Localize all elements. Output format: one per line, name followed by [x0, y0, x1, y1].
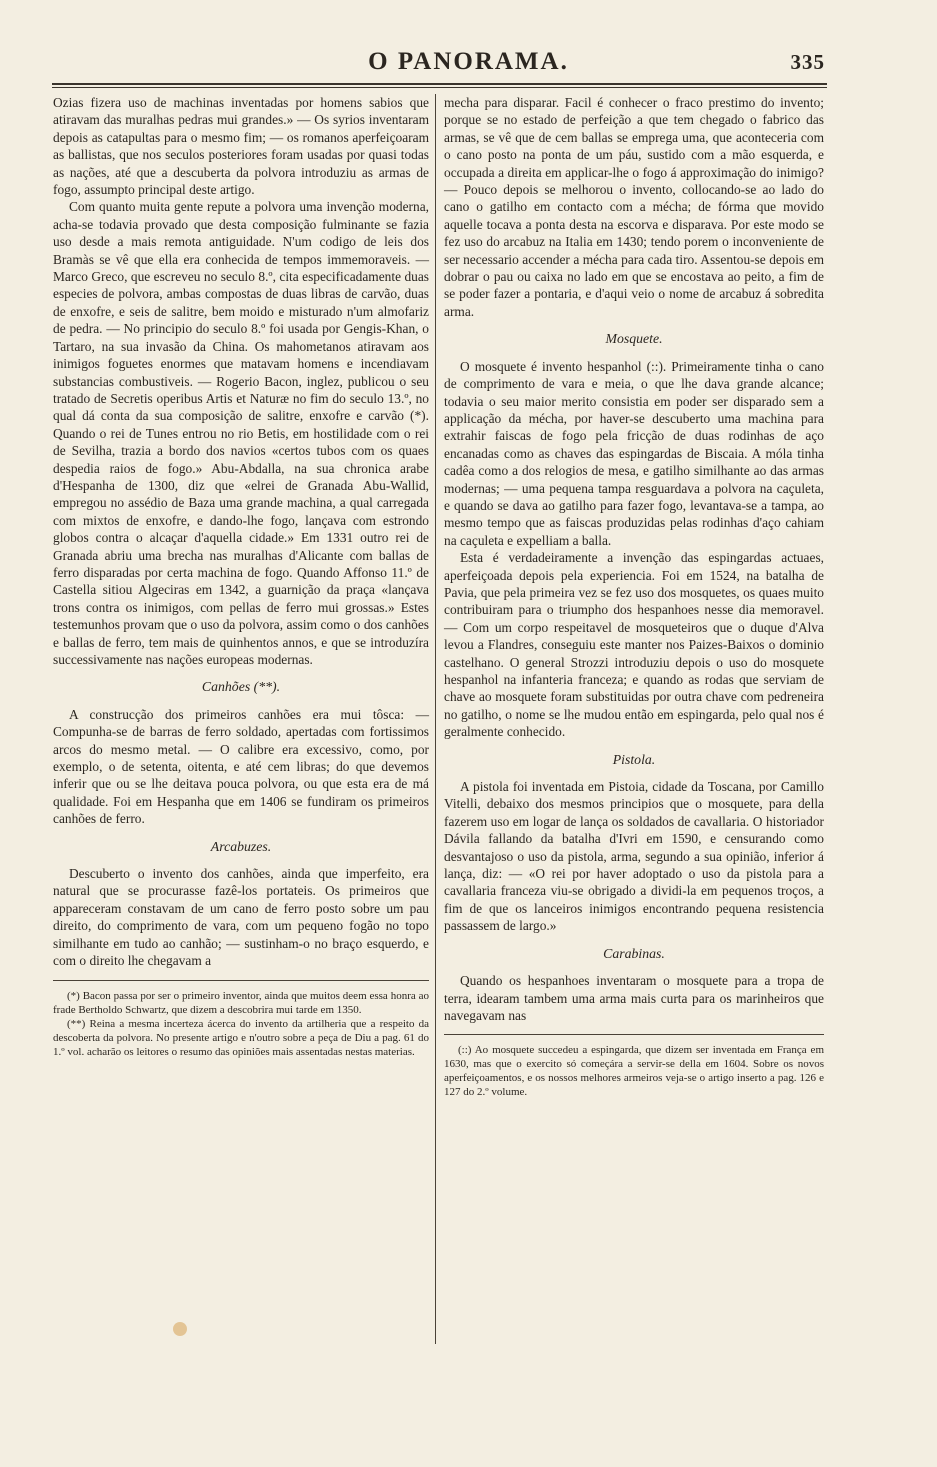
- section-heading: Carabinas.: [603, 945, 665, 961]
- right-column: [444, 94, 824, 1099]
- journal-title: O PANORAMA.: [368, 48, 569, 75]
- paragraph: Quando os hespanhoes inventaram o mosquete para a tropa de terra, idearam tambem uma arma mais curta para os marinheiros que navegavam nas: [444, 973, 824, 1023]
- paragraph: Descuberto o invento dos canhões, ainda que imperfeito, era natural que se procurasse fazê-los portateis. Os primeiros que appareceram constavam de um cano de ferro posto sobre um pau direito, do comprimento de vara, com um pequeno fogão no topo similhante em tudo ao canhão; — sustinham-o no braço esquerdo, e com o direito lhe chegavam a: [53, 866, 429, 969]
- paragraph: Com quanto muita gente repute a polvora uma invenção moderna, acha-se todavia provado que desta composição fulminante se fazia uso desde a mais remota antiguidade. N'um codigo de leis dos Bramàs se vê que ella era conhecida de tempos immemoraveis. — Marco Greco, que escreveu no seculo 8.º, cita especificadamente duas especies de polvora, ambas compostas de duas libras de carvão, duas de enxofre, e seis de salitre, bem moido e misturado n'um almofariz de pedra. — No principio do seculo 8.º foi usada por Gengis-Khan, o Tartaro, na sua invasão da China. Os mahometanos atiravam aos inimigos foguetes enormes que matavam homens e incendiavam substancias combustiveis. — Rogerio Bacon, inglez, publicou o seu tratado de Secretis operibus Artis et Naturæ no fim do seculo 13.º, no qual dá conta da sua composição de salitre, enxofre e carvão (*). Quando o rei de Tunes entrou no rio Betis, em hostilidade com o rei de Sevilha, trazia a bordo dos navios «certos tubos com os quaes despedia raios de fogo.» Abu-Abdalla, na sua chronica arabe d'Hespanha de 1300, diz que «elrei de Granada Abu-Wallid, empregou no assédio de Baza uma grande machina, a qual carregada com mixtos de enxofre, e dando-lhe fogo, lançava com estrondo globos contra o alcaçar d'aquella cidade.» Em 1331 outro rei de Granada abriu uma brecha nas muralhas d'Alicante com ballas de ferro disparadas por certa machina de fogo. Quando Affonso 11.º de Castella sitiou Algeciras em 1342, a guarnição da praça «lançava trons contra os inimigos, com pellas de ferro mui grossas.» Estes testemunhos provam que o uso da polvora, assim como o dos canhões e ballas de ferro, tem mais de quinhentos annos, e que se introduzíra successivamente nas nações europeas modernas.: [53, 199, 429, 667]
- section-heading: Arcabuzes.: [210, 838, 272, 854]
- header-rule-thin: [52, 87, 827, 88]
- footnote: (**) Reina a mesma incerteza ácerca do invento da artilheria que a respeito da descoberta da polvora. No presente artigo e n'outro sobre a peça de Diu a pag. 61 do 1.º vol. acharão os leitores o resumo das opiniões mais assentadas nestas materias.: [53, 1017, 429, 1058]
- header-rule: [52, 83, 827, 85]
- footnote: (::) Ao mosquete succedeu a espingarda, que dizem ser inventada em França em 1630, mas que o exercito só começára a servir-se della em 1604. Sobre os novos aperfeiçoamentos, e os nossos melhores armeiros veja-se o artigo inserto a pag. 126 e 127 do 2.º volume.: [444, 1044, 824, 1099]
- paragraph: Ozias fizera uso de machinas inventadas por homens sabios que atiravam das muralhas pedras mui grandes.» — Os syrios inventaram depois as catapultas para o mesmo fim; — os romanos aperfeiçoaram as ballistas, que nos seculos posteriores foram usadas por quasi todas as nações, até que a descuberta da polvora introduziu as armas de fogo, assumpto principal deste artigo.: [53, 95, 429, 198]
- footnotes: [444, 1034, 824, 1099]
- paragraph: O mosquete é invento hespanhol (::). Primeiramente tinha o cano de comprimento de vara e meia, o que lhe dava grande alcance; todavia o seu maior merito consistia em poder ser disparado sem a applicação da mécha, por haver-se descuberto uma machina para extrahir faiscas de fogo pela fricção de duas rodinhas de aço encanadas como as chaves das espingardas de Biscaia. A móla tinha cadêa como a dos relogios de mesa, e gatilho similhante ao das armas modernas; — uma pequena tampa resguardava a polvora na caçuleta, e quando se dava ao gatilho para fazer fogo, levantava-se a tampa, ao mesmo tempo que as faiscas produzidas pelas rodinhas d'aço cahiam na caçuleta e expelliam a balla.: [444, 358, 824, 548]
- paragraph: A construcção dos primeiros canhões era mui tôsca: — Compunha-se de barras de ferro soldado, apertadas com fortissimos arcos do mesmo metal. — O calibre era excessivo, como, por exemplo, o de setenta, oitenta, e até cem libras; do que devemos inferir que ou se lhe deitava pouca polvora, ou que esta era de má qualidade. Foi em Hespanha que em 1406 se fundiram os primeiros canhões de ferro.: [53, 706, 429, 827]
- column-divider: [435, 94, 436, 1344]
- section-heading: Mosquete.: [605, 331, 663, 347]
- left-column: [53, 94, 429, 1059]
- footnotes: [53, 980, 429, 1059]
- section-heading: Pistola.: [612, 751, 656, 767]
- footnote: (*) Bacon passa por ser o primeiro inventor, ainda que muitos deem essa honra ao frade Bertholdo Schwartz, que dizem a descobrira mui tarde em 1350.: [53, 989, 429, 1016]
- paragraph: A pistola foi inventada em Pistoia, cidade da Toscana, por Camillo Vitelli, debaixo dos mesmos principios que o mosquete, para della fazerem uso em logar de lança os soldados de cavallaria. O historiador Dávila fallando da batalha d'Ivri em 1590, e censurando como desvantajoso o uso da pistola, arma, segundo a sua opinião, inferior á lança, diz: — «O rei por haver adoptado o uso da pistola para a cavallaria franceza viu-se obrigado a dividi-la em pequenos troços, a fim de que os lanceiros inimigos encontrando pequena resistencia passassem de largo.»: [444, 779, 824, 934]
- paragraph: Esta é verdadeiramente a invenção das espingardas actuaes, aperfeiçoada depois pela experiencia. Foi em 1524, na batalha de Pavia, que pela primeira vez se fez uso dos mosquetes, os quaes muito contribuiram para o triumpho dos hespanhoes nesse dia memoravel. — Com um corpo respeitavel de mosqueteiros que o duque d'Alva levou a Flandres, conseguiu este manter nos Paizes-Baixos o dominio castelhano. O general Strozzi introduziu depois o uso do mosquete hespanhol na infanteria franceza; e quando as rodas que serviam de chave ao mosquete foram substituidas por outra chave com pedreneira no gatilho, o nome se lhe mudou então em espingarda, pelo qual nos é geralmente conhecido.: [444, 550, 824, 740]
- page-number: 335: [790, 50, 825, 74]
- paragraph: mecha para disparar. Facil é conhecer o fraco prestimo do invento; porque se no estado de perfeição a que tem chegado o fabrico das armas, se vê que de cem ballas se emprega uma, que aconteceria com o cano posto na ponta de um páu, sustido com a mão esquerda, e occupada a direita em applicar-lhe o fogo á approximação do inimigo? — Pouco depois se melhorou o invento, collocando-se ao lado do cano o gatilho em contacto com a mécha; de fórma que movido aquelle tocava a ponta desta na escorva e disparava. Por este modo se fez uso do arcabuz na Italia em 1430; tendo porem o inconveniente de ser necessario accender a mécha para cada tiro. Assentou-se depois em dobrar o pau ou caixa no lado em que se encostava ao peito, a fim de se poder fazer a pontaria, e d'aqui veio o nome de arcabuz á sobredita arma.: [444, 95, 824, 319]
- section-heading: Canhões (**).: [201, 679, 281, 695]
- page-header: [0, 48, 937, 78]
- paper-stain: [173, 1322, 187, 1336]
